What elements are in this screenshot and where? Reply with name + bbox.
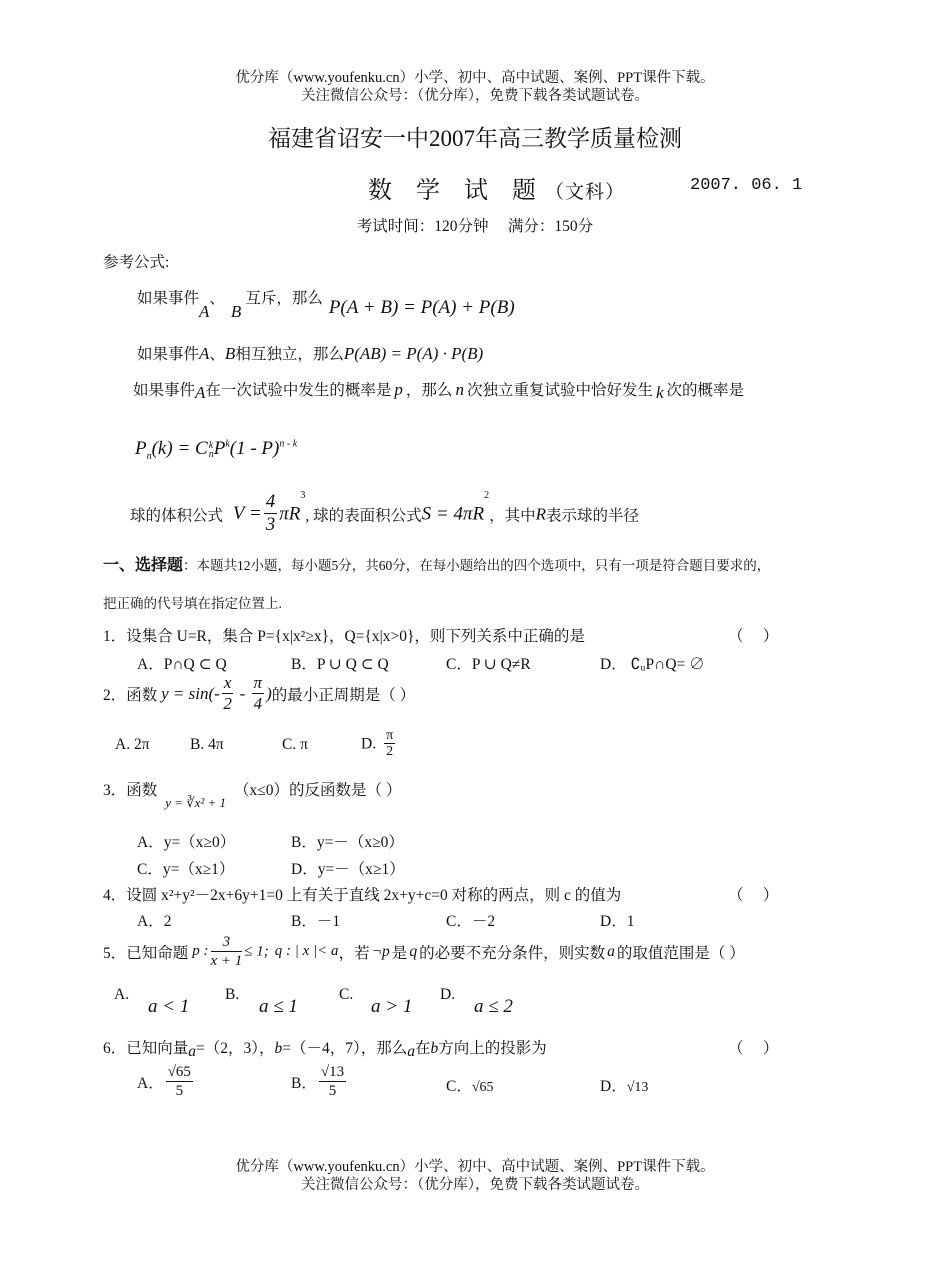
q2-pre: 2．函数	[103, 687, 158, 705]
q5-option-c: a > 1	[371, 996, 413, 1017]
q6-d-math: √13	[626, 1080, 649, 1095]
f5-num: 4	[265, 491, 276, 513]
q3-option-a: A．y=（x≥0）	[137, 834, 236, 851]
q2-d-num: π	[386, 728, 394, 743]
f5-square: 2	[484, 490, 490, 501]
q6-vector-a2: a	[407, 1043, 416, 1060]
q5-pre: 5．已知命题	[103, 944, 189, 962]
q5-stem	[103, 934, 745, 970]
q5-option-b: a ≤ 1	[259, 996, 298, 1017]
symbol-A: A	[195, 383, 206, 402]
q4-stem: 4．设圆 x²+y²－2x+6y+1=0 上有关于直线 2x+y+c=0 对称的两点，则 c 的值为	[103, 887, 622, 904]
section-desc-2: 把正确的代号填在指定位置上.	[103, 596, 282, 611]
f5-b: , 球的表面积公式	[305, 507, 422, 525]
q2-fp-d: 4	[253, 693, 263, 713]
footer-line-2: 关注微信公众号：（优分库），免费下载各类试题试卷。	[301, 1177, 649, 1193]
f5-R: R	[535, 504, 546, 524]
q6-c-math: √65	[471, 1080, 494, 1095]
section-label: 一、选择题	[103, 557, 184, 574]
q6-option-a	[137, 1064, 195, 1100]
f5-den: 3	[265, 513, 276, 535]
f4-exp: n - k	[279, 438, 298, 450]
q6-aval: =（2，3），	[196, 1040, 275, 1057]
formula-2-sep: 、	[209, 346, 225, 363]
formula-1	[137, 286, 515, 321]
f4-Cn: n	[208, 448, 214, 460]
q6-pre: 6．已知向量	[103, 1040, 189, 1057]
q2-frac-pi	[252, 674, 265, 714]
exam-time-info: 考试时间：120分钟 满分：150分	[356, 218, 594, 235]
f5-S: S = 4πR	[421, 503, 485, 525]
q6-b-den: 5	[328, 1082, 337, 1099]
section-heading	[103, 552, 770, 575]
formula-3	[133, 378, 744, 400]
q2-fp-n: π	[253, 673, 263, 692]
footer-line-1: 优分库（www.youfenku.cn）小学、初中、高中试题、案例、PPT课件下载。	[235, 1159, 715, 1175]
q6-bval: =（－4，7），那么	[282, 1040, 408, 1057]
formula-2-math: P(AB) = P(A) · P(B)	[343, 344, 484, 363]
q2-option-a: A. 2π	[115, 736, 150, 753]
f4-eq: = C	[172, 438, 208, 459]
q6-c-label: C．	[446, 1078, 472, 1095]
q3-func: y = ∛x² + 1	[165, 795, 227, 810]
formula-1-mid: 互斥，那么	[245, 290, 323, 307]
f4-lhs: P	[135, 438, 147, 459]
q2-fx-d: 2	[223, 693, 232, 713]
q5-den: x + 1	[210, 952, 243, 969]
section-desc-1: ：本题共12小题，每小题5分，共60分，在每小题给出的四个选项中，只有一项是符合题目要求的，	[183, 558, 771, 573]
formula-4-binomial	[135, 438, 297, 462]
q5-option-b-label: B.	[225, 986, 240, 1003]
f4-tail: (1 - P)	[229, 438, 280, 459]
q5-p: p :	[192, 943, 209, 960]
q6-b-label: B．	[291, 1074, 317, 1092]
q6-vector-a: a	[188, 1043, 197, 1060]
q6-vector-b: b	[274, 1040, 283, 1057]
q2-minus: -	[235, 684, 250, 704]
q5-np: ¬p	[371, 942, 390, 960]
q3-option-d: D．y=－（x≥1）	[291, 861, 405, 878]
q4-option-c: C．－2	[446, 913, 496, 930]
f5-piR: πR	[279, 503, 301, 525]
formula-heading: 参考公式:	[103, 254, 170, 271]
exam-subject-line	[368, 170, 625, 205]
q2-option-c: C. π	[282, 736, 308, 753]
q1-answer-paren: （ ）	[728, 628, 779, 645]
q6-option-b	[291, 1064, 348, 1100]
q6-option-d	[600, 1074, 648, 1096]
q1-option-b: B．P ∪ Q ⊂ Q	[291, 656, 389, 673]
symbol-n: n	[455, 380, 464, 399]
q5-mid: ，若	[338, 944, 370, 962]
formula-5-sphere	[130, 490, 639, 537]
f4-sub-n: n	[146, 450, 152, 462]
q1-option-c: C．P ∪ Q≠R	[446, 656, 531, 673]
q2-stem	[103, 674, 415, 714]
q6-a-num: √65	[167, 1064, 191, 1080]
q3-option-b: B．y=－（x≥0）	[291, 834, 404, 851]
q5-num: 3	[211, 934, 243, 952]
q1-option-d: D． ∁ᵤP∩Q= ∅	[600, 656, 705, 673]
symbol-B: B	[230, 302, 242, 321]
q6-d-label: D．	[600, 1078, 627, 1095]
formula-2	[137, 342, 483, 364]
exam-date: 2007. 06. 1	[690, 176, 803, 195]
q5-option-d: a ≤ 2	[474, 996, 513, 1017]
q3-post: （x≤0）的反函数是（ ）	[234, 782, 402, 799]
symbol-A: A	[199, 344, 210, 363]
q4-option-a: A．2	[137, 913, 172, 930]
q6-in: 在	[415, 1040, 431, 1057]
q5-post: 的必要不充分条件，则实数	[419, 944, 606, 962]
q5-option-a: a < 1	[148, 996, 190, 1017]
q6-a-label: A．	[137, 1074, 164, 1092]
q6-answer-paren: （ ）	[728, 1040, 779, 1057]
f4-P: P	[213, 438, 226, 459]
q6-option-c	[446, 1074, 494, 1096]
q2-func: y = sin(-	[161, 684, 220, 704]
q5-q: q : | x |< a	[274, 943, 339, 960]
q2-frac-x	[222, 674, 234, 714]
q6-stem	[103, 1036, 547, 1058]
q5-option-d-label: D.	[440, 986, 456, 1003]
formula-2-mid: 相互独立，那么	[235, 346, 344, 363]
q6-post: 方向上的投影为	[438, 1040, 547, 1057]
formula-3-a: 如果事件	[133, 382, 196, 399]
q2-option-b: B. 4π	[190, 736, 224, 753]
symbol-B: B	[224, 344, 236, 363]
symbol-k: k	[655, 383, 664, 402]
q6-a-frac	[166, 1064, 193, 1100]
q2-fx-n: x	[223, 673, 232, 692]
header-line-2: 关注微信公众号：（优分库），免费下载各类试题试卷。	[301, 88, 649, 104]
q2-d-den: 2	[384, 743, 395, 761]
symbol-p: p	[394, 380, 403, 399]
q2-option-d-label: D.	[361, 735, 377, 753]
q3-option-c: C．y=（x≥1）	[137, 861, 235, 878]
q2-option-d-frac	[384, 728, 395, 761]
header-line-1: 优分库（www.youfenku.cn）小学、初中、高中试题、案例、PPT课件下载。	[235, 70, 715, 86]
formula-3-c: ，那么	[405, 382, 453, 399]
f5-cube: 3	[300, 490, 306, 501]
formula-3-d: 次独立重复试验中恰好发生	[466, 382, 653, 399]
q5-frac	[211, 934, 243, 970]
formula-1-pre: 如果事件	[137, 290, 200, 307]
f5-c: ，其中	[489, 507, 536, 525]
q4-option-b: B．－1	[291, 913, 341, 930]
formula-3-b: 在一次试验中发生的概率是	[205, 382, 392, 399]
symbol-A: A	[199, 302, 210, 321]
q5-qv: q	[409, 942, 418, 960]
q5-le: ≤ 1;	[244, 943, 269, 960]
q6-vector-b2: b	[430, 1040, 439, 1057]
formula-1-math: P(A + B) = P(A) + P(B)	[328, 297, 515, 318]
f4-Pk: k	[225, 438, 230, 450]
q1-option-a: A．P∩Q ⊂ Q	[137, 656, 227, 673]
q6-b-num: √13	[320, 1064, 345, 1080]
formula-1-sep: 、	[209, 290, 225, 307]
q4-option-d: D．1	[600, 913, 635, 930]
q1-stem: 1．设集合 U=R，集合 P={x|x²≥x}，Q={x|x>0}，则下列关系中正确的是	[103, 628, 585, 645]
f5-frac	[264, 492, 278, 537]
q5-post2: 的取值范围是（ ）	[616, 944, 745, 962]
exam-title: 福建省诏安一中2007年高三教学质量检测	[268, 126, 682, 151]
f4-Ck: k	[208, 439, 214, 451]
q4-answer-paren: （ ）	[728, 887, 779, 904]
q5-mid2: 是	[391, 944, 408, 962]
f5-a: 球的体积公式	[130, 507, 224, 525]
q2-close: )	[266, 684, 272, 704]
formula-2-pre: 如果事件	[137, 346, 200, 363]
f5-d: 表示球的半径	[545, 507, 639, 525]
q2-post: 的最小正周期是（ ）	[271, 687, 416, 705]
q5-option-c-label: C.	[339, 986, 354, 1003]
q5-option-a-label: A.	[114, 986, 130, 1003]
exam-track: （文科）	[545, 182, 626, 203]
q3-pre: 3．函数	[103, 782, 158, 799]
formula-3-e: 次的概率是	[666, 382, 745, 399]
f5-V: V =	[232, 503, 262, 525]
q2-option-d	[361, 728, 397, 761]
f4-k: (k)	[151, 438, 173, 459]
q6-a-den: 5	[175, 1082, 184, 1099]
q3-stem	[103, 778, 402, 810]
q6-b-frac	[319, 1064, 346, 1100]
exam-subject: 数 学 试 题	[368, 178, 545, 204]
q5-av: a	[607, 942, 615, 960]
